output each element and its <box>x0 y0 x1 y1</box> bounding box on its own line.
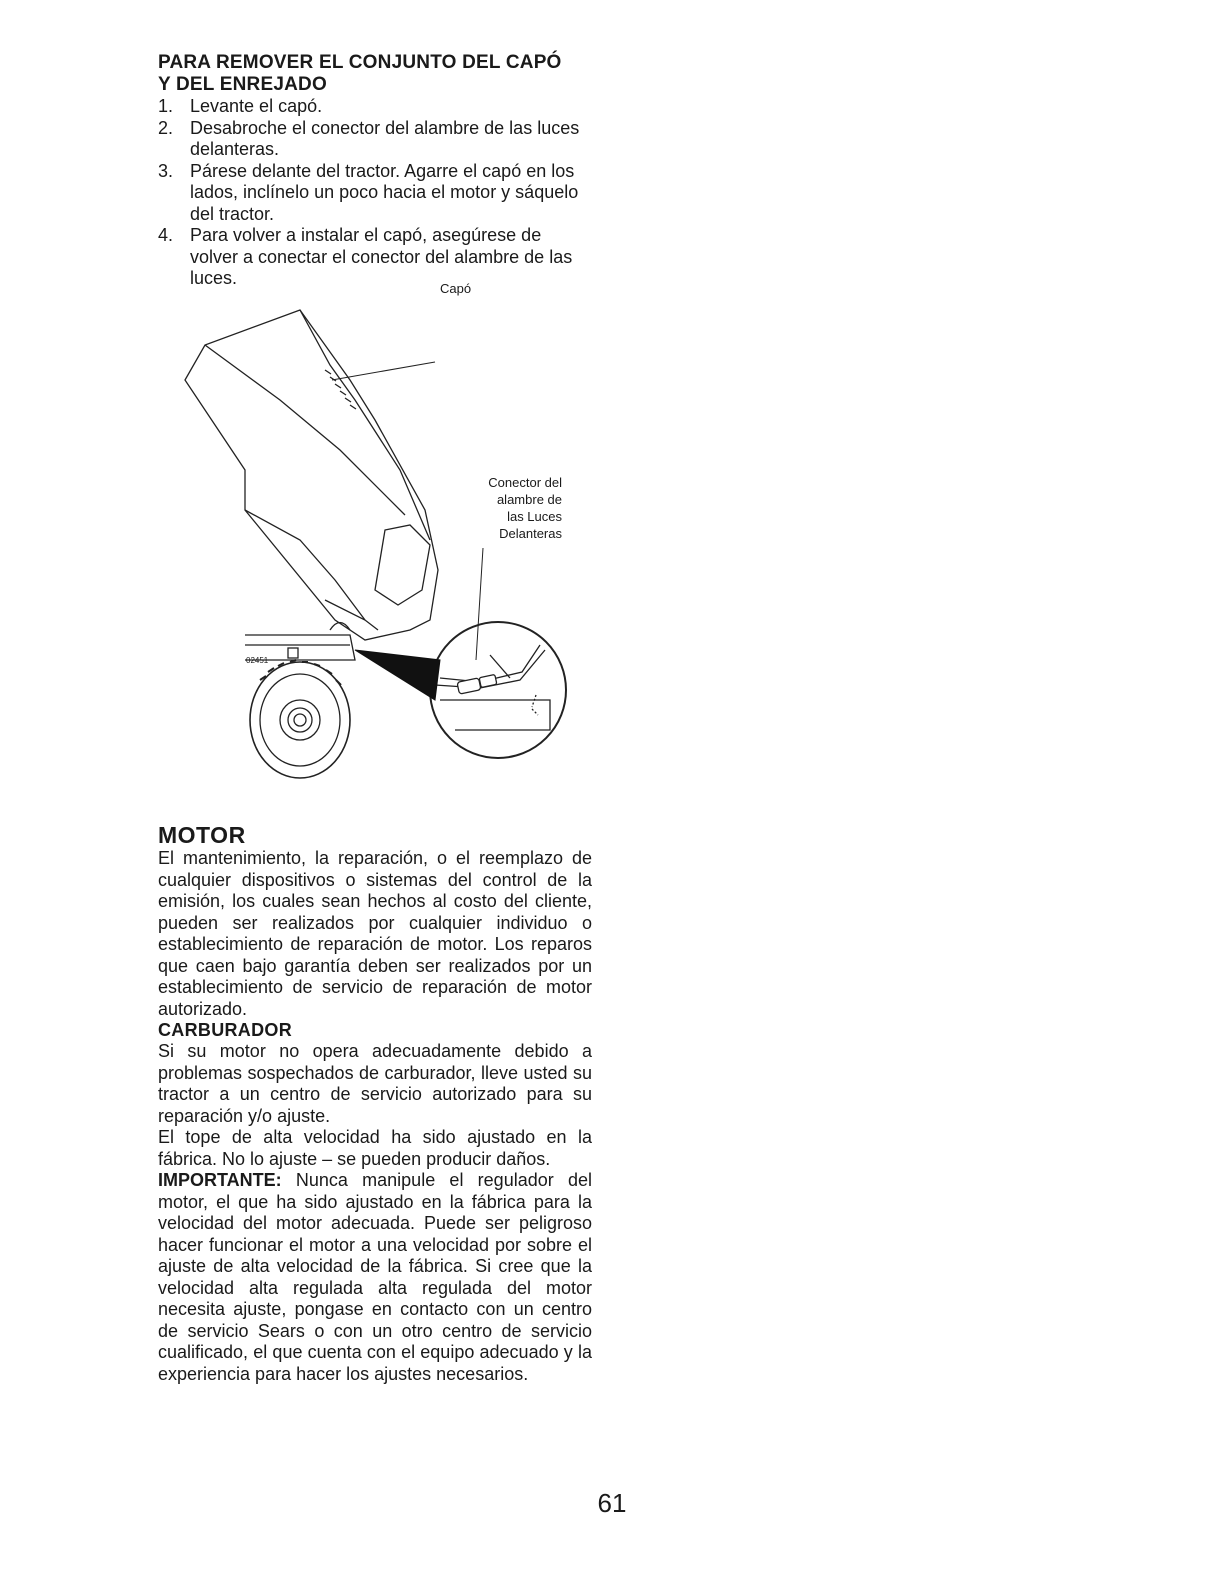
step-text: Desabroche el conector del alambre de las luces delanteras. <box>190 117 580 159</box>
motor-paragraph: El mantenimiento, la reparación, o el reemplazo de cualquier dispositivos o sistemas del control de la emisión, los cuales sean hechos al costo del cliente, pueden ser realizados por cualquier individuo o establecimiento de reparación de motor. Los reparos que caen bajo garantía deben ser realizados por un establecimiento de servicio de reparación de motor autorizado. <box>158 848 592 1019</box>
label-conector-line: Conector del <box>488 475 562 490</box>
step-text: Párese delante del tractor. Agarre el capó en los lados, inclínelo un poco hacia el motor y sáquelo del tractor. <box>190 160 579 224</box>
label-conector-line: Delanteras <box>499 526 562 541</box>
hood-title-line2: Y DEL ENREJADO <box>158 74 327 95</box>
important-paragraph <box>158 1170 592 1385</box>
important-text: Nunca manipule el regulador del motor, el que ha sido ajustado en la fábrica para la velocidad del motor adecuada. Puede ser peligroso hacer funcionar el motor a una velocidad por sobre el ajuste de alta velocidad de la fábrica. Si cree que la velocidad alta regulada alta regulada del motor necesita ajuste, pongase en contacto con un centro de servicio Sears o con un otro centro de servicio cualificado, el que cuenta con el equipo adecuado y la experiencia para hacer los ajustes necesarios. <box>158 1170 592 1384</box>
page-number: 61 <box>597 1488 627 1518</box>
hood-steps-list <box>158 96 592 290</box>
label-conector-line: las Luces <box>507 509 562 524</box>
important-label: IMPORTANTE: <box>158 1170 282 1190</box>
carburador-paragraph-2: El tope de alta velocidad ha sido ajustado en la fábrica. No lo ajuste – se pueden producir daños. <box>158 1127 592 1169</box>
step-number: 1. <box>158 96 174 116</box>
label-capo: Capó <box>440 281 472 296</box>
motor-section <box>158 822 592 1385</box>
step-text: Levante el capó. <box>190 96 323 116</box>
carburador-title: CARBURADOR <box>158 1020 292 1040</box>
step-number: 3. <box>158 160 174 181</box>
motor-title: MOTOR <box>158 822 246 848</box>
list-item <box>158 225 592 290</box>
hood-removal-illustration <box>160 281 600 780</box>
hood-removal-section <box>158 52 592 290</box>
step-text: Para volver a instalar el capó, asegúrese de volver a conectar el conector del alambre de las luces. <box>190 225 573 288</box>
hood-title-line1: PARA REMOVER EL CONJUNTO DEL CAPÓ <box>158 52 562 73</box>
label-conector-line: alambre de <box>496 492 562 507</box>
hood-section-title <box>158 52 592 96</box>
list-item <box>158 161 592 226</box>
step-number: 4. <box>158 225 174 245</box>
list-item <box>158 96 592 118</box>
figure-part-number: 02451 <box>246 656 269 665</box>
carburador-paragraph-1: Si su motor no opera adecuadamente debido a problemas sospechados de carburador, lleve usted su tractor a un centro de servicio autorizado para su reparación y/o ajuste. <box>158 1041 592 1126</box>
label-conector <box>458 474 562 542</box>
step-number: 2. <box>158 117 174 138</box>
list-item <box>158 118 592 161</box>
